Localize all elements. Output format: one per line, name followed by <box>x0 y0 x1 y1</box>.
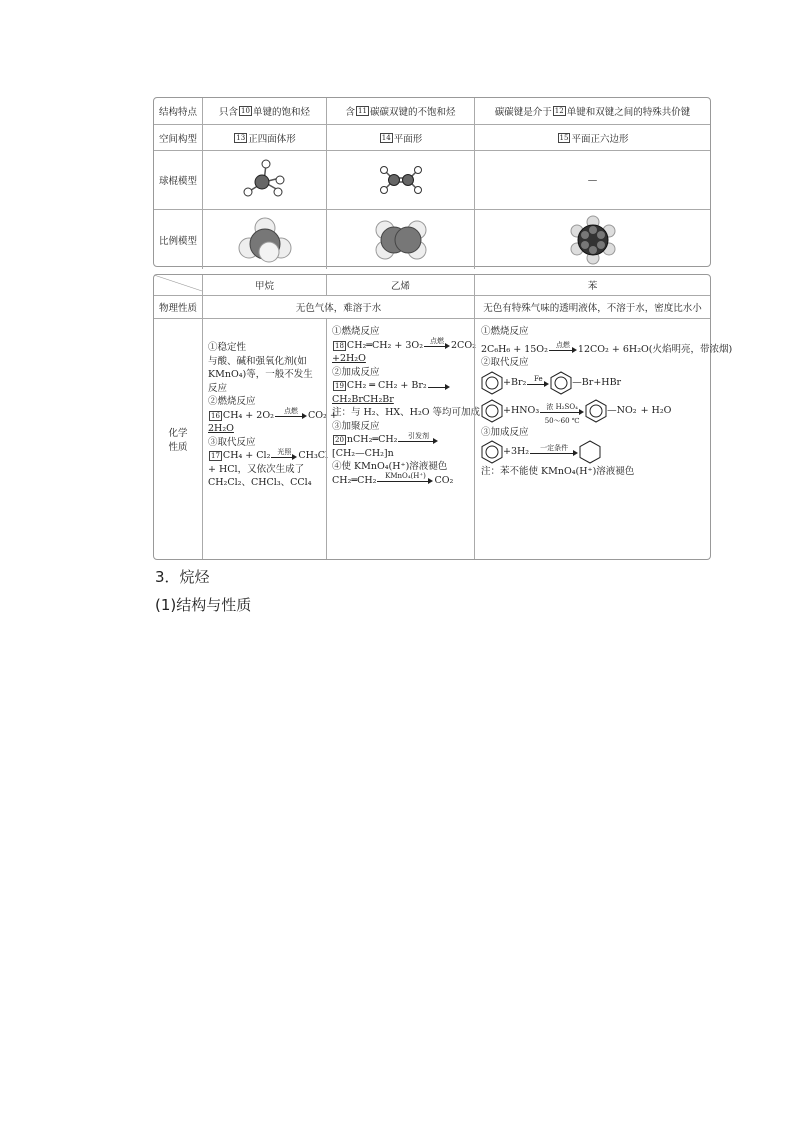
blank-box: 11 <box>358 107 367 115</box>
ethene-structure: 含 11 碳碳双键的不饱和烃 <box>326 98 474 124</box>
blank-box: 10 <box>241 107 250 115</box>
label-ball-stick: 球棍模型 <box>158 176 197 187</box>
bromination-reaction: +Br₂ Fe — Br +HBr <box>481 370 621 396</box>
row-ball-stick <box>154 150 710 209</box>
chemical-row <box>154 318 733 559</box>
phys-benzene: 无色有特殊气味的透明液体，不溶于水，密度比水小 <box>474 296 710 318</box>
methane-space-filling-model <box>202 210 326 269</box>
methane-geometry: 13 正四面体形 <box>202 125 326 150</box>
subsection-heading: (1)结构与性质 <box>155 596 252 614</box>
label-geometry: 空间构型 <box>158 133 197 145</box>
benzene-ring-icon <box>481 399 503 423</box>
benzene-geometry: 15 平面正六边形 <box>474 125 710 150</box>
benzene-ring-icon <box>481 440 503 464</box>
row-space-filling <box>154 209 710 269</box>
properties-table <box>153 274 733 560</box>
benzene-ring-icon <box>550 371 572 395</box>
ethene-space-filling-model <box>326 210 474 269</box>
section-heading: 3．烷烃 <box>155 568 210 586</box>
label-space-filling: 比例模型 <box>158 235 197 247</box>
phys-methane-ethene: 无色气体，难溶于水 <box>202 296 474 318</box>
benzene-space-filling-model <box>474 210 710 269</box>
nitration-reaction: +HNO₃ 浓 H₂SO₄ 50～60 ℃ — NO₂ + H₂O <box>481 396 671 426</box>
row-geometry <box>154 124 710 150</box>
ethene-ball-stick-model <box>326 151 474 209</box>
methane-structure: 只含 10 单键的饱和烃 <box>202 98 326 124</box>
methane-chemical: ①稳定性 与酸、碱和强氧化剂(如 KMnO₄)等，一般不发生 反应 ②燃烧反应 16 CH₄ + 2O₂ 点燃 CO₂ + 2H₂O ③取代反应 17 CH₄ + Cl₂ 光照 CH₃Cl + HCl，又依次生成了 CH₂Cl₂、CHCl₃、CCl₄ <box>202 319 326 559</box>
benzene-ring-icon <box>585 399 607 423</box>
header-benzene: 苯 <box>474 275 710 295</box>
ethene-chemical: ①燃烧反应 18 CH₂═CH₂ + 3O₂ 点燃 2CO₂ +2H₂O ②加成反应 19 CH₂ ═ CH₂ + Br₂ CH₂BrCH₂Br 注：与 H₂、HX、H₂O 等均可加成 ③加聚反应 20 nCH₂═CH₂ 引发剂 [CH₂—CH₂]n ④使 KMnO₄(H⁺)溶液褪色 CH₂═CH₂ KMnO₄(H⁺) CO₂ <box>326 319 474 559</box>
hydrogenation-reaction: +3H₂ 一定条件 <box>481 439 601 465</box>
header-ethene: 乙烯 <box>326 275 474 295</box>
benzene-ring-icon <box>481 371 503 395</box>
ethene-geometry: 14 平面形 <box>326 125 474 150</box>
structure-table <box>153 97 711 267</box>
corner-cell <box>154 275 202 295</box>
cyclohexane-ring-icon <box>579 440 601 464</box>
label-physical: 物理性质 <box>158 303 197 314</box>
header-methane: 甲烷 <box>202 275 326 295</box>
methane-ball-stick-model <box>202 151 326 209</box>
row-structure <box>154 98 710 124</box>
blank-box: 12 <box>554 107 564 115</box>
benzene-ball-stick: — <box>474 151 710 209</box>
label-chemical: 化学 性质 <box>168 428 188 453</box>
benzene-chemical: ①燃烧反应 2C₆H₆ + 15O₂ 点燃 12CO₂ + 6H₂O(火焰明亮，带浓烟) ②取代反应 +Br₂ Fe — Br +HBr +HNO₃ 浓 H₂SO₄ 50～60 ℃ — NO₂ + H₂O ③加成反应 +3H₂ 一定条件 注：苯不能使 KMnO₄(H⁺)溶液褪色 <box>474 319 710 559</box>
physical-row <box>154 295 710 318</box>
label-structure: 结构特点 <box>158 107 197 118</box>
benzene-structure: 碳碳键是介于 12 单键和双键之间的特殊共价键 <box>474 98 710 124</box>
header-row <box>154 275 710 295</box>
